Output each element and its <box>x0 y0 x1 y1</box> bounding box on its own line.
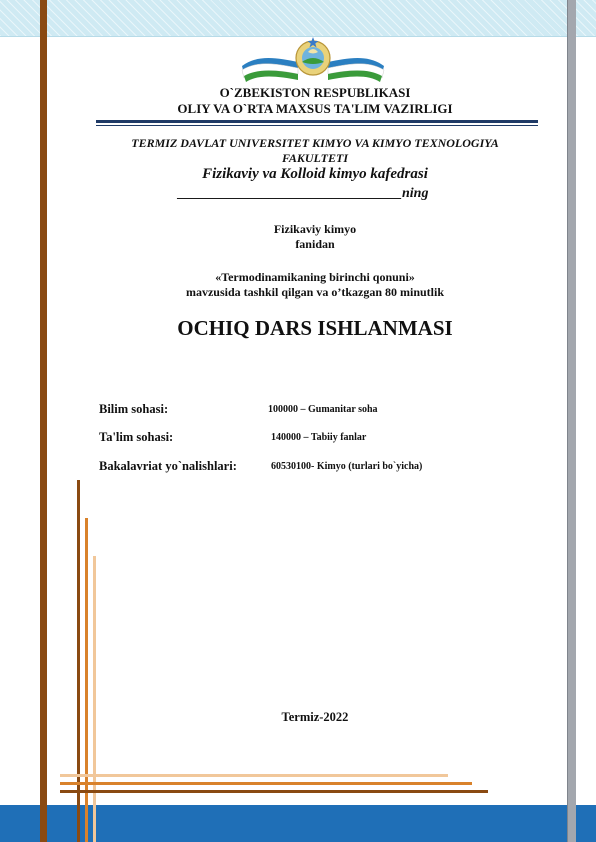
country-name: O`ZBEKISTON RESPUBLIKASI <box>219 85 411 100</box>
ministry-name: OLIY VA O`RTA MAXSUS TA'LIM VAZIRLIGI <box>177 101 453 116</box>
field-label-bakalavriat: Bakalavriat yo`nalishlari: <box>99 459 237 473</box>
vertical-bar-peach <box>93 556 96 842</box>
field-label-bilim: Bilim sohasi: <box>99 402 169 416</box>
faculty-label: FAKULTETI <box>281 151 349 165</box>
horizontal-bar-dark-brown <box>60 790 488 793</box>
vertical-bar-orange <box>85 518 88 842</box>
field-value-bilim: 100000 – Gumanitar soha <box>268 404 378 415</box>
header-divider-thin <box>96 125 538 126</box>
field-value-bakalavriat: 60530100- Kimyo (turlari bo`yicha) <box>271 461 423 472</box>
bottom-decorative-band <box>0 805 596 842</box>
author-suffix: ning <box>402 186 429 201</box>
vertical-bar-gray <box>567 0 576 842</box>
subject-suffix: fanidan <box>295 237 335 251</box>
uzbekistan-emblem-icon <box>238 36 388 84</box>
topic-description: mavzusida tashkil qilgan va o’tkazgan 80 minutlik <box>185 285 445 299</box>
vertical-bar-dark-brown <box>40 0 47 842</box>
place-year: Termiz-2022 <box>281 710 349 724</box>
top-decorative-band <box>0 0 596 37</box>
department-name: Fizikaviy va Kolloid kimyo kafedrasi <box>202 166 428 182</box>
subject-name: Fizikaviy kimyo <box>273 222 357 236</box>
author-line <box>178 186 428 202</box>
vertical-bar-brown-2 <box>77 480 80 842</box>
horizontal-bar-orange <box>60 782 472 785</box>
topic-title: «Termodinamikaning birinchi qonuni» <box>215 270 415 284</box>
header-divider <box>96 120 538 123</box>
university-name: TERMIZ DAVLAT UNIVERSITET KIMYO VA KIMYO TEXNOLOGIYA <box>131 136 499 150</box>
author-blank: ________________________________ <box>178 186 402 201</box>
horizontal-bar-peach <box>60 774 448 777</box>
field-label-talim: Ta'lim sohasi: <box>99 430 174 444</box>
document-title: OCHIQ DARS ISHLANMASI <box>177 316 453 340</box>
field-value-talim: 140000 – Tabiiy fanlar <box>271 432 367 443</box>
